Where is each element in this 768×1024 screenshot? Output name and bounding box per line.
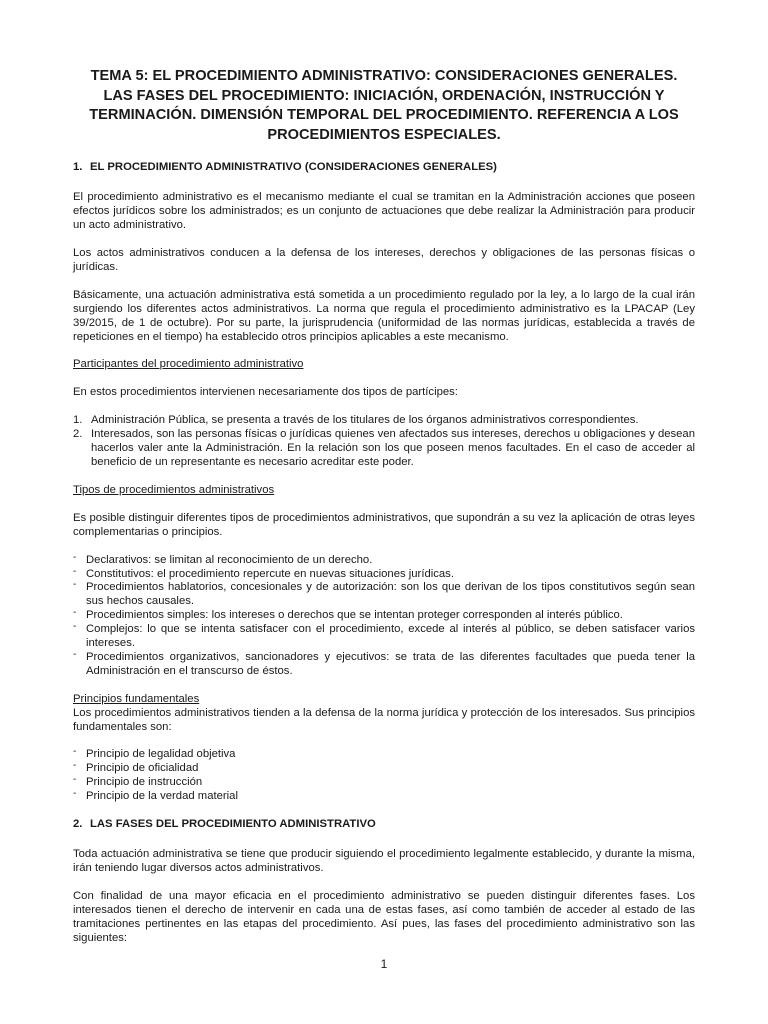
bullet-dash-icon: -	[73, 551, 77, 563]
list-item-text: Interesados, son las personas físicas o jurídicas quienes ven afectados sus intereses, derechos u obligaciones y desean hacerlos valer ante la Administración. En la relación son los que poseen menos facultades. En el caso de acceder al beneficio de un representante es necesario acreditar este poder.	[91, 428, 695, 468]
list-item-text: Principio de oficialidad	[86, 762, 199, 775]
list-item	[73, 790, 695, 804]
list-item-text: Administración Pública, se presenta a través de los titulares de los órganos administrativos correspondientes.	[91, 414, 639, 427]
list-item	[73, 565, 695, 582]
list-item	[73, 609, 695, 623]
document-title: TEMA 5: EL PROCEDIMIENTO ADMINISTRATIVO: CONSIDERACIONES GENERALES. LAS FASES DEL PROCEDIMIENTO: INICIACIÓN, ORDENACIÓN, INSTRUCCIÓN Y TERMINACIÓN. DIMENSIÓN TEMPORAL DEL PROCEDIMIENTO. REFERENCIA A LOS PROCEDIMIENTOS ESPECIALES.	[89, 68, 679, 143]
paragraph: Con finalidad de una mayor eficacia en el procedimiento administrativo se pueden distinguir diferentes fases. Los interesados tienen el derecho de intervenir en cada una de estas fases, así como también de acceder al estado de las tramitaciones pertinentes en las etapas del procedimiento. Así pues, las fases del procedimiento administrativo son las siguientes:	[73, 889, 695, 944]
section-2-heading	[73, 818, 695, 832]
list-item-text: Principio de instrucción	[86, 776, 203, 789]
list-item	[73, 648, 695, 679]
list-item	[73, 414, 695, 428]
list-item-text: Complejos: lo que se intenta satisfacer con el procedimiento, excede al interés al público, se deben satisfacer varios intereses.	[86, 623, 695, 650]
list-item	[73, 623, 695, 651]
list-item-number: 2.	[73, 428, 83, 441]
list-item-text: Procedimientos simples: los intereses o derechos que se intentan proteger corresponden al interés público.	[86, 609, 623, 622]
bullet-dash-icon: -	[73, 648, 77, 660]
list-item	[73, 581, 695, 609]
bullet-dash-icon: -	[73, 579, 77, 591]
list-item	[73, 776, 695, 790]
paragraph: El procedimiento administrativo es el mecanismo mediante el cual se tramitan en la Administración acciones que poseen efectos jurídicos sobre los administrados; es un conjunto de actuaciones que debe realizar la Administración para producir un acto administrativo.	[73, 191, 695, 232]
list-item	[73, 748, 695, 762]
paragraph: Básicamente, una actuación administrativa está sometida a un procedimiento regulado por la ley, a lo largo de la cual irán surgiendo los diferentes actos administrativos. La norma que regula el procedimiento administrativo es la LPACAP (Ley 39/2015, de 1 de octubre). Por su parte, la jurisprudencia (uniformidad de las normas jurídicas, establecida a través de repeticiones en el tiempo) ha establecido otros principios aplicables a este mecanismo.	[73, 288, 695, 343]
principios-heading: Principios fundamentales	[73, 692, 200, 705]
bullet-dash-icon: -	[73, 788, 77, 800]
section-1-heading	[73, 161, 695, 175]
list-item-text: Procedimientos hablatorios, concesionales y de autorización: son los que derivan de los tipos constitutivos según sean sus hechos causales.	[86, 581, 695, 608]
list-item-text: Declarativos: se limitan al reconocimiento de un derecho.	[86, 553, 373, 566]
list-item-text: Principio de legalidad objetiva	[86, 748, 236, 761]
bullet-dash-icon: -	[73, 746, 77, 758]
section-1-title: EL PROCEDIMIENTO ADMINISTRATIVO (CONSIDERACIONES GENERALES)	[90, 161, 497, 174]
tipos-heading: Tipos de procedimientos administrativos	[73, 483, 275, 496]
list-item	[73, 762, 695, 776]
paragraph: Los actos administrativos conducen a la defensa de los intereses, derechos y obligaciones de las personas físicas o jurídicas.	[73, 247, 695, 273]
list-item	[73, 551, 695, 568]
list-item-text: Constitutivos: el procedimiento repercute en nuevas situaciones jurídicas.	[86, 567, 454, 580]
list-item-text: Procedimientos organizativos, sancionadores y ejecutivos: se trata de las diferentes facultades que pueda tener la Administración en el transcurso de éstos.	[86, 650, 695, 677]
participantes-heading: Participantes del procedimiento administrativo	[73, 358, 304, 371]
section-1-number: 1.	[73, 161, 83, 174]
paragraph: Toda actuación administrativa se tiene que producir siguiendo el procedimiento legalmente establecido, y durante la misma, irán teniendo lugar diversos actos administrativos.	[73, 848, 695, 874]
page-number: 1	[380, 957, 388, 971]
principios-intro: Los procedimientos administrativos tienden a la defensa de la norma jurídica y protección de los interesados. Sus principios fundamentales son:	[73, 706, 695, 733]
tipos-intro: Es posible distinguir diferentes tipos de procedimientos administrativos, que supondrán a su vez la aplicación de otras leyes complementarias o principios.	[73, 511, 695, 538]
list-item	[73, 428, 695, 470]
participantes-list	[73, 414, 695, 470]
bullet-dash-icon: -	[73, 565, 77, 577]
list-item-number: 1.	[73, 414, 83, 427]
bullet-dash-icon: -	[73, 760, 77, 772]
section-2-title: LAS FASES DEL PROCEDIMIENTO ADMINISTRATIVO	[90, 818, 376, 831]
list-item-text: Principio de la verdad material	[86, 790, 238, 803]
bullet-dash-icon: -	[73, 607, 77, 619]
bullet-dash-icon: -	[73, 774, 77, 786]
bullet-dash-icon: -	[73, 621, 77, 633]
principios-list	[73, 748, 695, 804]
participantes-intro: En estos procedimientos intervienen necesariamente dos tipos de partícipes:	[73, 386, 458, 399]
section-2-number: 2.	[73, 818, 83, 831]
tipos-list	[73, 551, 695, 679]
